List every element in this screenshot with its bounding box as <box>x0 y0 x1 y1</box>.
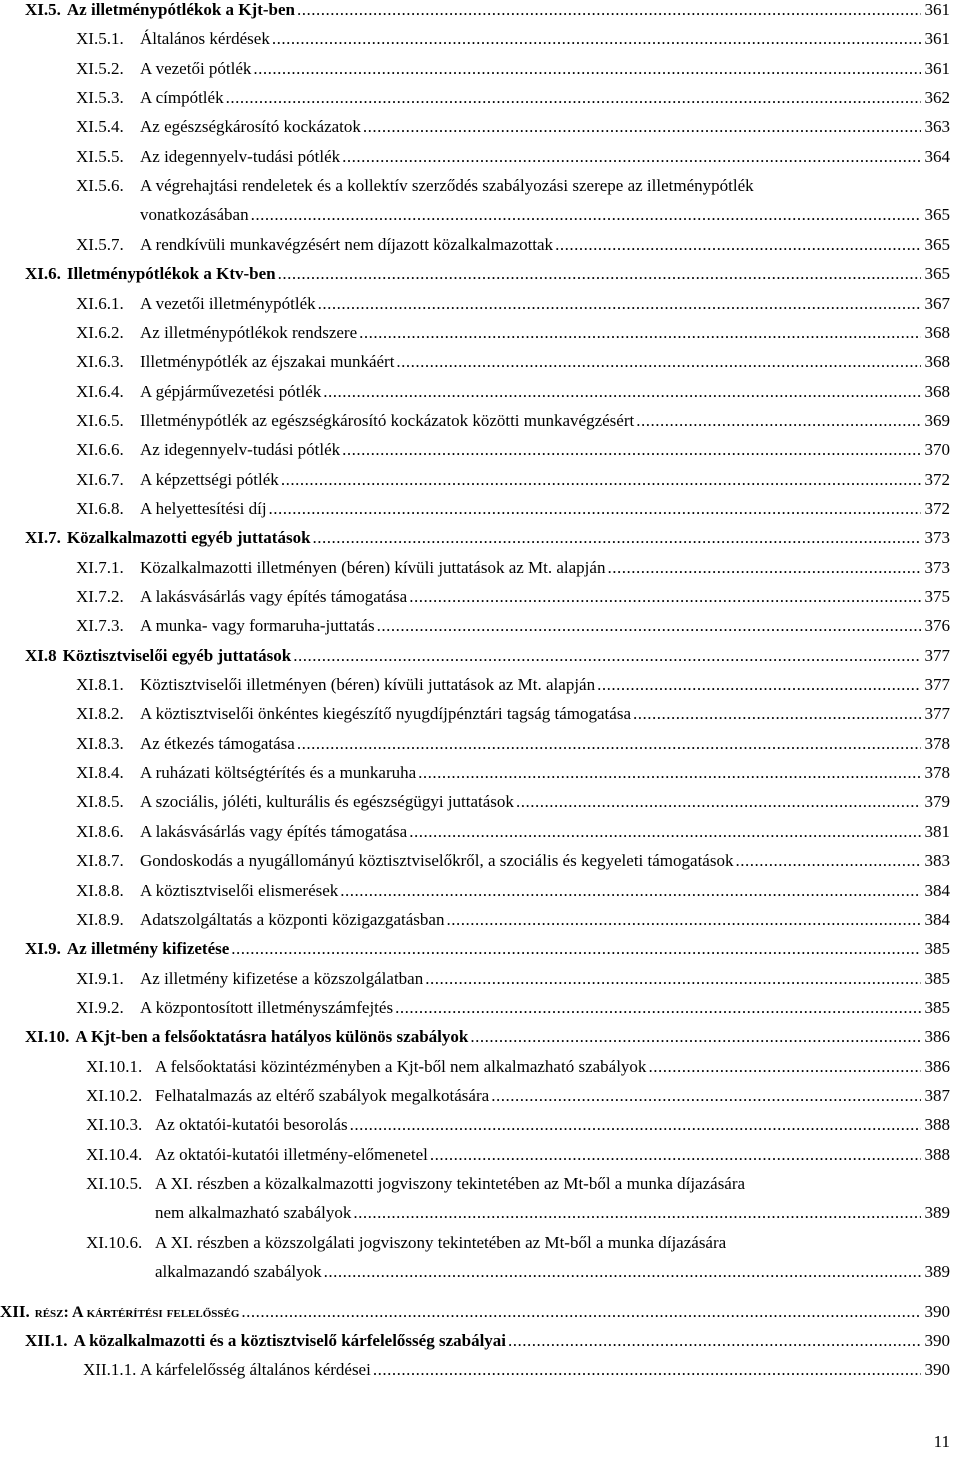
toc-page-number: 381 <box>924 821 950 841</box>
toc-page-number: 390 <box>924 1331 950 1351</box>
toc-leader-dots <box>633 699 921 728</box>
toc-page-number: 378 <box>924 733 950 753</box>
toc-entry-number: XI.8.2. <box>76 704 124 724</box>
toc-entry-title: Illetménypótlék az éjszakai munkáért <box>140 352 395 372</box>
toc-page-number: 364 <box>924 146 950 166</box>
toc-page-number: 367 <box>924 293 950 313</box>
toc-leader-dots <box>251 200 921 229</box>
toc-leader-dots <box>555 230 920 259</box>
toc-entry[interactable] <box>25 259 950 288</box>
toc-leader-dots <box>409 817 920 846</box>
toc-entry[interactable] <box>76 112 950 141</box>
toc-entry[interactable] <box>76 494 950 523</box>
toc-leader-dots <box>597 670 920 699</box>
toc-page-number: 375 <box>924 587 950 606</box>
toc-entry[interactable] <box>76 347 950 376</box>
toc-entry[interactable] <box>76 54 950 83</box>
toc-leader-dots <box>409 582 920 611</box>
toc-entry-title: Gondoskodás a nyugállományú köztisztviselőkről, a szociális és kegyeleti támogatások <box>140 851 734 871</box>
toc-leader-dots <box>735 846 920 875</box>
toc-entry-number: XI.10.2. <box>86 1085 143 1105</box>
toc-entry[interactable] <box>25 523 950 552</box>
toc-entry[interactable] <box>76 787 950 816</box>
toc-entry-title: Az illetmény kifizetése a közszolgálatban <box>140 968 424 988</box>
toc-entry[interactable] <box>86 1052 950 1081</box>
toc-leader-dots <box>470 1022 920 1051</box>
toc-leader-dots <box>231 934 920 963</box>
toc-page-number: 384 <box>924 880 950 900</box>
toc-entry-number: XI.10.3. <box>86 1115 143 1135</box>
toc-page-number: 361 <box>924 29 950 49</box>
toc-page-number: 388 <box>924 1144 950 1164</box>
toc-leader-dots <box>636 406 920 435</box>
toc-entry-number: XI.6.1. <box>76 293 124 313</box>
toc-entry[interactable] <box>76 758 950 787</box>
toc-leader-dots <box>363 112 921 141</box>
toc-entry-title: Közalkalmazotti egyéb juttatások <box>66 528 311 548</box>
toc-entry-title: A lakásvásárlás vagy építés támogatása <box>140 587 408 606</box>
toc-leader-dots <box>373 1355 921 1384</box>
toc-entry-number: XI.10.5. <box>86 1174 143 1193</box>
toc-entry-number: XI.6.2. <box>76 322 124 342</box>
toc-entry[interactable] <box>76 377 950 406</box>
toc-entry-title: A központosított illetményszámfejtés <box>140 997 394 1017</box>
toc-entry[interactable] <box>25 1326 950 1355</box>
toc-leader-dots <box>446 905 920 934</box>
toc-entry-title: A képzettségi pótlék <box>140 469 279 489</box>
toc-page-number: 373 <box>924 528 950 548</box>
toc-entry-title: A kárfelelősség általános kérdései <box>140 1360 371 1380</box>
toc-entry[interactable] <box>86 1081 950 1110</box>
toc-leader-dots <box>313 523 921 552</box>
toc-leader-dots <box>340 876 920 905</box>
toc-leader-dots <box>293 641 920 670</box>
toc-entry-title: Adatszolgáltatás a központi közigazgatásban <box>140 909 445 929</box>
toc-page-number: 363 <box>924 117 950 137</box>
toc-entry-number: XI.7.3. <box>76 616 124 636</box>
toc-page-number: 376 <box>924 616 950 636</box>
toc-entry-number: XII.1.1. <box>83 1360 137 1380</box>
toc-page-number: 384 <box>924 909 950 929</box>
toc-entry[interactable] <box>86 1169 950 1198</box>
toc-leader-dots <box>241 1297 920 1326</box>
toc-entry-number: XI.5.2. <box>76 58 124 78</box>
toc-entry-number: XI.8.4. <box>76 763 124 783</box>
toc-entry-title: A közalkalmazotti és a köztisztviselő kárfelelősség szabályai <box>73 1331 507 1351</box>
toc-page-number: 387 <box>924 1085 950 1105</box>
toc-page-number: 377 <box>924 645 950 665</box>
toc-leader-dots <box>377 611 921 640</box>
toc-entry-title: A szociális, jóléti, kulturális és egészségügyi juttatások <box>140 792 514 812</box>
toc-leader-dots <box>425 964 920 993</box>
toc-entry-number: XI.8.6. <box>76 821 124 841</box>
toc-entry-title: Az illetménypótlékok a Kjt-ben <box>66 0 295 19</box>
toc-page-number: 377 <box>924 675 950 695</box>
toc-entry-title: Általános kérdések <box>140 29 270 49</box>
toc-entry[interactable] <box>76 435 950 464</box>
toc-entry-number: XII.1. <box>25 1331 68 1351</box>
toc-entry-title: Az oktatói-kutatói besorolás <box>155 1115 348 1135</box>
toc-entry[interactable] <box>76 964 950 993</box>
toc-page-number: 390 <box>924 1360 950 1380</box>
toc-entry-title: A munka- vagy formaruha-juttatás <box>140 616 375 636</box>
toc-entry[interactable] <box>83 1355 950 1384</box>
toc-leader-dots <box>350 1110 921 1139</box>
toc-entry-title: A címpótlék <box>140 88 224 108</box>
toc-page-number: 377 <box>924 704 950 724</box>
toc-entry-title: Felhatalmazás az eltérő szabályok megalkotására <box>155 1085 490 1105</box>
toc-entry-title: Köztisztviselői egyéb juttatások <box>62 645 292 665</box>
toc-entry-number: XI.9.1. <box>76 968 124 988</box>
toc-page-number: 385 <box>924 939 950 959</box>
toc-entry-number: XI.6.7. <box>76 469 124 489</box>
toc-entry-title: rész: A kártérítési felelősség <box>34 1303 240 1321</box>
toc-leader-dots <box>278 259 921 288</box>
toc-entry-number: XI.10.4. <box>86 1144 143 1164</box>
toc-entry-title: A vezetői illetménypótlék <box>140 293 316 313</box>
toc-entry-number: XI.8.8. <box>76 880 124 900</box>
toc-entry[interactable] <box>25 0 950 24</box>
toc-entry-number: XI.8 <box>25 645 57 665</box>
toc-entry[interactable] <box>76 553 950 582</box>
toc-leader-dots <box>516 787 921 816</box>
toc-entry[interactable] <box>76 993 950 1022</box>
toc-page-number: 361 <box>924 0 950 19</box>
toc-entry-number: XII. <box>0 1301 30 1321</box>
toc-leader-dots <box>318 289 921 318</box>
toc-page-number: 372 <box>924 469 950 489</box>
toc-entry-title: A köztisztviselői önkéntes kiegészítő nyugdíjpénztári tagság támogatása <box>140 704 631 724</box>
toc-entry-number: XI.6. <box>25 264 61 284</box>
toc-entry-title: Közalkalmazotti illetményen (béren) kívüli juttatások az Mt. alapján <box>140 557 606 577</box>
toc-page-number: 378 <box>924 763 950 783</box>
toc-leader-dots <box>323 377 920 406</box>
toc-entry-number: XI.5.5. <box>76 146 124 166</box>
toc-entry-number: XI.6.8. <box>76 498 124 518</box>
toc-entry-title: Az oktatói-kutatói illetmény-előmenetel <box>155 1144 428 1164</box>
toc-entry-number: XI.10.6. <box>86 1232 143 1252</box>
toc-entry-number: XI.5.4. <box>76 117 124 137</box>
toc-leader-dots <box>648 1052 920 1081</box>
toc-page-number: 361 <box>924 58 950 78</box>
toc-entry-title: A helyettesítési díj <box>140 498 267 518</box>
toc-entry-number: XI.6.6. <box>76 440 124 460</box>
toc-entry[interactable] <box>76 817 950 846</box>
toc-entry-title: A XI. részben a közszolgálati jogviszony tekintetében az Mt-ből a munka díjazására <box>155 1232 727 1252</box>
toc-page-number: 383 <box>924 851 950 871</box>
toc-entry-title: Köztisztviselői illetményen (béren) kívüli juttatások az Mt. alapján <box>140 675 596 695</box>
toc-entry-title: A lakásvásárlás vagy építés támogatása <box>140 821 408 841</box>
toc-entry-title: Az egészségkárosító kockázatok <box>140 117 361 137</box>
toc-entry-title: A köztisztviselői elismerések <box>140 880 339 900</box>
toc-page-number: 389 <box>924 1262 950 1282</box>
toc-entry-number: XI.8.9. <box>76 909 124 929</box>
toc-entry-title-continued: alkalmazandó szabályok <box>155 1262 322 1282</box>
toc-entry-title: Az illetménypótlékok rendszere <box>140 322 358 342</box>
toc-entry[interactable] <box>76 289 950 318</box>
toc-entry[interactable] <box>76 699 950 728</box>
toc-page-number: 386 <box>924 1056 950 1076</box>
toc-entry[interactable] <box>76 905 950 934</box>
toc-entry-number: XI.8.7. <box>76 851 124 871</box>
toc-entry[interactable] <box>76 611 950 640</box>
toc-entry-continuation[interactable] <box>155 1257 950 1286</box>
toc-page-number: 370 <box>924 440 950 460</box>
toc-entry[interactable] <box>76 670 950 699</box>
toc-leader-dots <box>395 993 920 1022</box>
toc-entry-number: XI.8.1. <box>76 675 124 695</box>
toc-entry-title: A XI. részben a közalkalmazotti jogviszony tekintetében az Mt-ből a munka díjazására <box>155 1174 746 1193</box>
toc-page-number: 365 <box>924 205 950 225</box>
toc-entry-number: XI.5.1. <box>76 29 124 49</box>
toc-page-number: 373 <box>924 557 950 577</box>
toc-entry-number: XI.7.2. <box>76 587 124 606</box>
toc-entry-title: Az idegennyelv-tudási pótlék <box>140 440 341 460</box>
toc-leader-dots <box>396 347 920 376</box>
toc-entry-number: XI.9. <box>25 939 61 959</box>
toc-page-number: 386 <box>924 1027 950 1047</box>
toc-entry[interactable] <box>0 1297 950 1326</box>
toc-leader-dots <box>342 435 920 464</box>
toc-leader-dots <box>324 1257 921 1286</box>
toc-page-number: 388 <box>924 1115 950 1135</box>
toc-entry[interactable] <box>86 1140 950 1169</box>
toc-entry[interactable] <box>76 876 950 905</box>
toc-entry-number: XI.8.3. <box>76 733 124 753</box>
toc-entry-title: A vezetői pótlék <box>140 58 252 78</box>
toc-entry[interactable] <box>76 230 950 259</box>
toc-entry[interactable] <box>76 729 950 758</box>
toc-entry-number: XI.10.1. <box>86 1056 143 1076</box>
toc-entry[interactable] <box>76 171 950 200</box>
toc-entry-number: XI.9.2. <box>76 997 124 1017</box>
toc-entry[interactable] <box>76 24 950 53</box>
toc-entry-title: A ruházati költségtérítés és a munkaruha <box>140 763 417 783</box>
toc-leader-dots <box>269 494 921 523</box>
toc-entry-continuation[interactable] <box>140 200 950 229</box>
toc-page-number: 368 <box>924 352 950 372</box>
toc-entry-number: XI.7. <box>25 528 61 548</box>
toc-leader-dots <box>430 1140 921 1169</box>
toc-entry[interactable] <box>86 1228 950 1257</box>
toc-entry-title: Az idegennyelv-tudási pótlék <box>140 146 341 166</box>
toc-page-number: 389 <box>924 1203 950 1223</box>
toc-entry-continuation[interactable] <box>155 1198 950 1227</box>
toc-leader-dots <box>253 54 920 83</box>
toc-entry-number: XI.6.5. <box>76 410 124 430</box>
toc-page-number: 390 <box>924 1301 950 1321</box>
toc-entry-title: Illetménypótlék az egészségkárosító kockázatok közötti munkavégzésért <box>140 410 635 430</box>
toc-entry[interactable] <box>76 318 950 347</box>
toc-entry[interactable] <box>86 1110 950 1139</box>
toc-leader-dots <box>297 0 921 24</box>
toc-entry-title: A végrehajtási rendeletek és a kollektív szerződés szabályozási szerepe az illetménypótlék <box>140 176 754 196</box>
toc-leader-dots <box>281 465 921 494</box>
toc-page-number: 368 <box>924 322 950 342</box>
toc-entry[interactable] <box>76 465 950 494</box>
toc-leader-dots <box>418 758 920 787</box>
toc-leader-dots <box>359 318 920 347</box>
toc-entry-title: A felsőoktatási közintézményben a Kjt-ből nem alkalmazható szabályok <box>155 1056 647 1076</box>
toc-entry[interactable] <box>25 934 950 963</box>
toc-page-number: 368 <box>924 381 950 401</box>
toc-entry[interactable] <box>76 406 950 435</box>
toc-leader-dots <box>508 1326 920 1355</box>
toc-entry[interactable] <box>76 83 950 112</box>
toc-page-number: 385 <box>924 968 950 988</box>
toc-entry-title: Az illetmény kifizetése <box>66 939 230 959</box>
toc-entry-number: XI.5.3. <box>76 88 124 108</box>
toc-entry-number: XI.5.7. <box>76 234 124 254</box>
toc-entry-number: XI.5. <box>25 0 61 19</box>
toc-leader-dots <box>491 1081 920 1110</box>
toc-entry[interactable] <box>76 142 950 171</box>
toc-entry-title: Az étkezés támogatása <box>140 733 295 753</box>
toc-page-number: 369 <box>924 410 950 430</box>
toc-page-number: 385 <box>924 997 950 1017</box>
toc-entry-number: XI.10. <box>25 1027 70 1047</box>
toc-entry[interactable] <box>76 846 950 875</box>
toc-entry-title: A rendkívüli munkavégzésért nem díjazott közalkalmazottak <box>140 234 554 254</box>
toc-leader-dots <box>353 1198 920 1227</box>
toc-entry[interactable] <box>25 1022 950 1051</box>
toc-entry[interactable] <box>76 582 950 611</box>
toc-entry-number: XI.6.4. <box>76 381 124 401</box>
toc-entry-title: A Kjt-ben a felsőoktatásra hatályos különös szabályok <box>75 1027 469 1047</box>
toc-page-number: 379 <box>924 792 950 812</box>
toc-page-number: 362 <box>924 88 950 108</box>
toc-page-number: 365 <box>924 264 950 284</box>
toc-entry-number: XI.5.6. <box>76 176 124 196</box>
toc-entry-number: XI.7.1. <box>76 557 124 577</box>
toc-entry[interactable] <box>25 641 950 670</box>
toc-entry-number: XI.8.5. <box>76 792 124 812</box>
toc-page-number: 365 <box>924 234 950 254</box>
toc-entry-title-continued: vonatkozásában <box>140 205 249 225</box>
toc-entry-title: A gépjárművezetési pótlék <box>140 381 322 401</box>
toc-entry-title-continued: nem alkalmazható szabályok <box>155 1203 352 1223</box>
toc-leader-dots <box>297 729 921 758</box>
toc-page-number: 372 <box>924 498 950 518</box>
toc-entry-number: XI.6.3. <box>76 352 124 372</box>
toc-entry-title: Illetménypótlékok a Ktv-ben <box>66 264 276 284</box>
toc-leader-dots <box>607 553 920 582</box>
toc-leader-dots <box>272 24 921 53</box>
toc-leader-dots <box>226 83 921 112</box>
page-number: 11 <box>933 1432 950 1451</box>
toc-leader-dots <box>342 142 920 171</box>
